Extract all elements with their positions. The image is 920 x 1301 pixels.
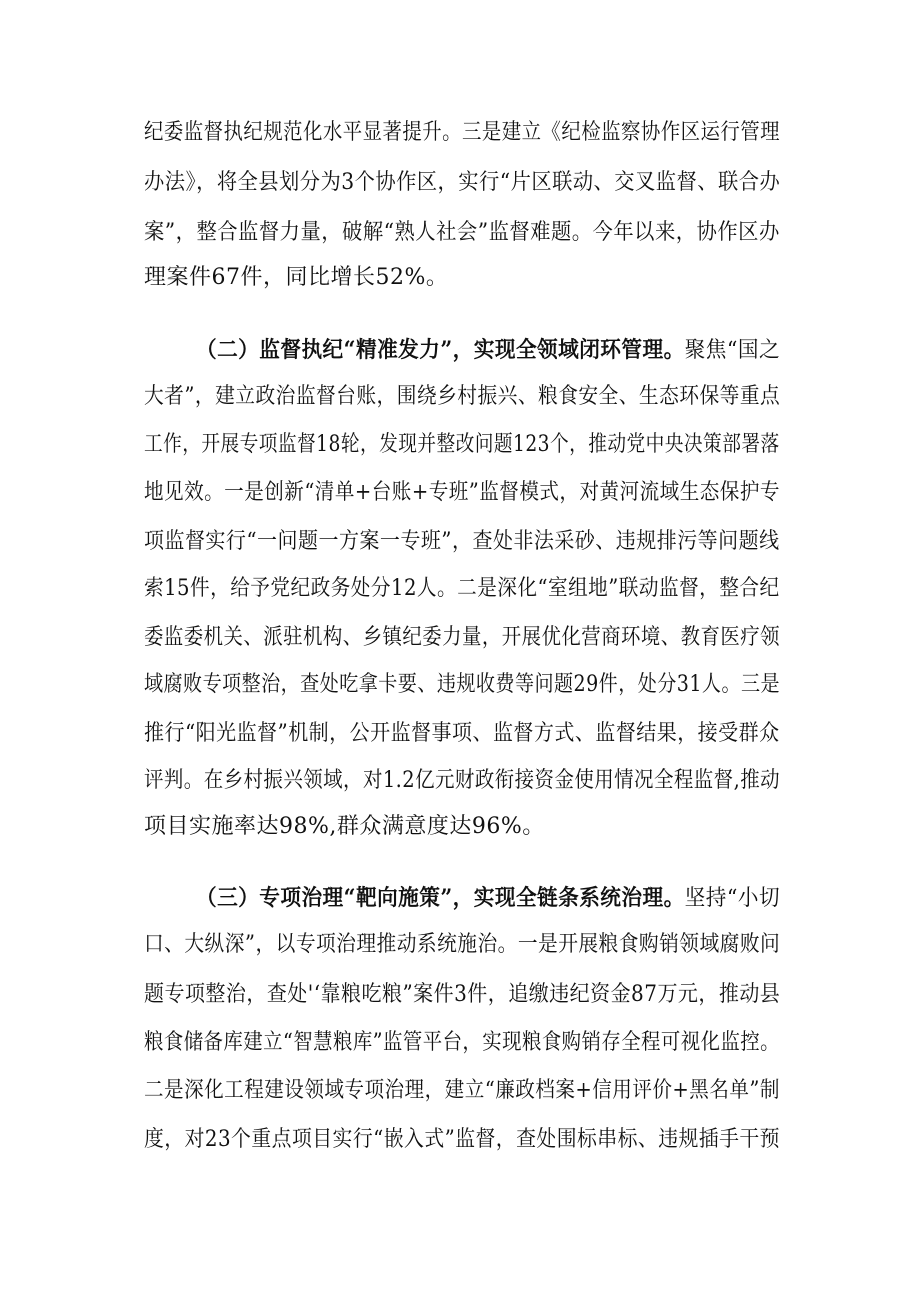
body-text-line: 域腐败专项整治，查处吃拿卡要、违规收费等问题29件，处分31人。三是 [144,672,781,697]
body-text-line: 推行“阳光监督”机制，公开监督事项、监督方式、监督结果，接受群众 [144,721,780,746]
body-text-line: 办法》，将全县划分为3个协作区，实行“片区联动、交叉监督、联合办 [144,170,781,195]
body-text-line: 索15件，给予党纪政务处分12人。二是深化“室组地”联动监督，整合纪 [144,576,780,601]
body-text-line: 理案件67件，同比增长52%。 [144,265,449,290]
body-text-line: 粮食储备库建立“智慧粮库”监管平台，实现粮食购销存全程可视化监控。 [144,1030,780,1055]
body-text-line: 纪委监督执纪规范化水平显著提升。三是建立《纪检监察协作区运行管理 [144,120,780,145]
body-text-line: 题专项整治，查处'‘靠粮吃粮”案件3件，追缴违纪资金87万元，推动县 [144,982,781,1007]
section-heading: （二）监督执纪“精准发力”，实现全领域闭环管理。 [196,337,685,363]
body-text-line: 项目实施率达98%,群众满意度达96%。 [144,814,545,839]
body-text: 聚焦“国之 [684,338,781,363]
section-heading-line [196,335,780,366]
body-text-line: 项监督实行“一问题一方案一专班”，查处非法采砂、违规排污等问题线 [144,529,780,554]
body-text-line: 评判。在乡村振兴领域，对1.2亿元财政衔接资金使用情况全程监督,推动 [144,768,781,793]
body-text-line: 大者”，建立政治监督台账，围绕乡村振兴、粮食安全、生态环保等重点 [144,384,781,409]
body-text-line: 二是深化工程建设领域专项治理，建立“廉政档案+信用评价+黑名单”制 [144,1078,780,1103]
body-text-line: 度，对23个重点项目实行“嵌入式”监督，查处围标串标、违规插手干预 [144,1127,780,1152]
body-text-line: 口、大纵深”，以专项治理推动系统施治。一是开展粮食购销领域腐败问 [144,932,781,957]
section-heading: （三）专项治理“靶向施策”，实现全链条系统治理。 [196,885,685,911]
body-text-line: 案”，整合监督力量，破解“熟人社会”监督难题。今年以来，协作区办 [144,220,780,245]
body-text-line: 地见效。一是创新“清单+台账+专班”监督模式，对黄河流域生态保护专 [144,480,780,505]
body-text: 坚持“小切 [684,886,781,911]
section-heading-line [196,883,780,914]
body-text-line: 工作，开展专项监督18轮，发现并整改问题123个，推动党中央决策部署落 [144,432,780,457]
body-text-line: 委监委机关、派驻机构、乡镇纪委力量，开展优化营商环境、教育医疗领 [144,625,780,650]
